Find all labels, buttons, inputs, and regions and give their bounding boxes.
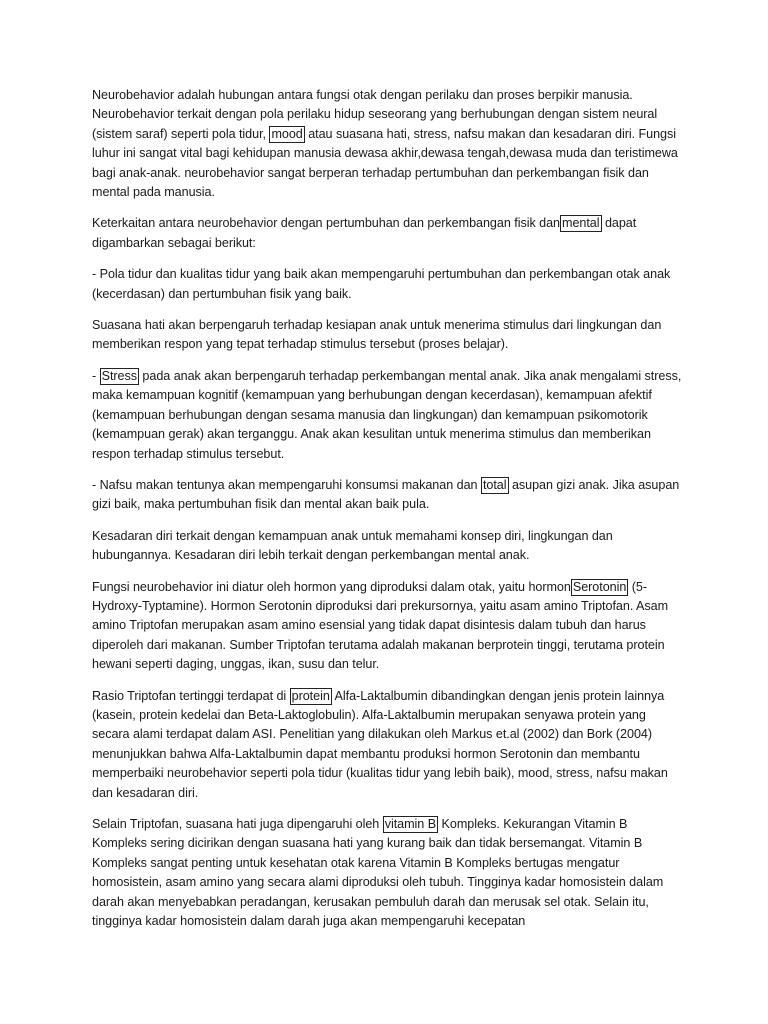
boxed-term: mental: [562, 216, 600, 231]
paragraph: [92, 86, 682, 202]
text-run: Alfa-Laktalbumin dibandingkan dengan jenis protein lainnya (kasein, protein kedelai dan Beta-Laktoglobulin). Alfa-Laktalbumin merupakan senyawa protein yang secara alami terdapat dalam ASI. Penelitian yang dilakukan oleh Markus et.al (2002) dan Bork (2004) menunjukkan bahwa Alfa-Laktalbumin dapat membantu produksi hormon Serotonin dan membantu memperbaiki neurobehavior seperti pola tidur (kualitas tidur yang lebih baik), mood, stress, nafsu makan dan kesadaran diri.: [92, 688, 668, 800]
paragraph: [92, 265, 682, 304]
paragraph: [92, 578, 682, 675]
boxed-term: total: [482, 477, 507, 492]
document-page: [92, 86, 682, 943]
text-run: Neurobehavior adalah hubungan antara fungsi otak dengan perilaku dan proses berpikir manusia. Neurobehavior terkait dengan pola perilaku hidup seseorang yang berhubungan dengan sistem neural (sistem saraf) seperti pola tidur,: [92, 88, 658, 141]
text-run: (5-Hydroxy-Typtamine). Hormon Serotonin diproduksi dari prekursornya, yaitu asam amino Triptofan. Asam amino Triptofan merupakan asam amino esensial yang tidak dapat disintesis dalam tubuh dan harus diperoleh dari makanan. Sumber Triptofan terutama adalah makanan berprotein tinggi, terutama protein hewani seperti daging, unggas, ikan, susu dan telur.: [92, 579, 669, 672]
text-run: Kompleks. Kekurangan Vitamin B Kompleks sering dicirikan dengan suasana hati yang kurang baik dan tidak bersemangat. Vitamin B Kompleks sangat penting untuk kesehatan otak karena Vitamin B Kompleks bertugas mengatur homosistein, asam amino yang secara alami diproduksi oleh tubuh. Tingginya kadar homosistein dalam darah akan menyebabkan peradangan, kerusakan pembuluh darah dan merusak sel otak. Selain itu, tingginya kadar homosistein dalam darah juga akan mempengaruhi kecepatan: [92, 817, 664, 929]
boxed-term: Serotonin: [572, 579, 627, 594]
text-run: atau suasana hati, stress, nafsu makan dan kesadaran diri. Fungsi luhur ini sangat vital bagi kehidupan manusia dewasa akhir,dewasa tengah,dewasa muda dan teristimewa bagi anak-anak. neurobehavior sangat berperan terhadap pertumbuhan dan perkembangan fisik dan mental pada manusia.: [92, 126, 678, 200]
text-run: Selain Triptofan, suasana hati juga dipengaruhi oleh: [92, 817, 383, 831]
paragraph: [92, 527, 682, 566]
paragraph: [92, 815, 682, 931]
text-run: Suasana hati akan berpengaruh terhadap kesiapan anak untuk menerima stimulus dari lingkungan dan memberikan respon yang tepat terhadap stimulus tersebut (proses belajar).: [92, 318, 662, 352]
text-run: Keterkaitan antara neurobehavior dengan pertumbuhan dan perkembangan fisik dan: [92, 216, 560, 231]
boxed-term: protein: [291, 688, 330, 703]
text-run: Kesadaran diri terkait dengan kemampuan anak untuk memahami konsep diri, lingkungan dan hubungannya. Kesadaran diri lebih terkait dengan perkembangan mental anak.: [92, 528, 613, 563]
boxed-term: mood: [271, 126, 303, 141]
paragraph: [92, 316, 682, 355]
text-run: dapat digambarkan sebagai berikut:: [92, 216, 637, 250]
boxed-term: Stress: [101, 368, 137, 383]
paragraph: [92, 214, 682, 253]
text-run: - Nafsu makan tentunya akan mempengaruhi konsumsi makanan dan: [92, 477, 481, 492]
text-run: Rasio Triptofan tertinggi terdapat di: [92, 688, 290, 703]
text-run: pada anak akan berpengaruh terhadap perkembangan mental anak. Jika anak mengalami stress, maka kemampuan kognitif (kemampuan yang berhubungan dengan kecerdasan), kemampuan afektif (kemampuan berhubungan dengan sesama manusia dan lingkungan) dan kemampuan psikomotorik (kemampuan gerak) akan terganggu. Anak akan kesulitan untuk menerima stimulus dan memberikan respon terhadap stimulus tersebut.: [92, 368, 682, 461]
paragraph: [92, 367, 682, 464]
text-run: -: [92, 368, 100, 383]
paragraph: [92, 687, 682, 803]
text-run: Fungsi neurobehavior ini diatur oleh hormon yang diproduksi dalam otak, yaitu hormon: [92, 579, 571, 594]
text-run: asupan gizi anak. Jika asupan gizi baik, maka pertumbuhan fisik dan mental akan baik pula.: [92, 477, 680, 512]
text-run: - Pola tidur dan kualitas tidur yang baik akan mempengaruhi pertumbuhan dan perkembangan otak anak (kecerdasan) dan pertumbuhan fisik yang baik.: [92, 267, 671, 301]
paragraph: [92, 476, 682, 515]
boxed-term: vitamin B: [384, 817, 437, 831]
